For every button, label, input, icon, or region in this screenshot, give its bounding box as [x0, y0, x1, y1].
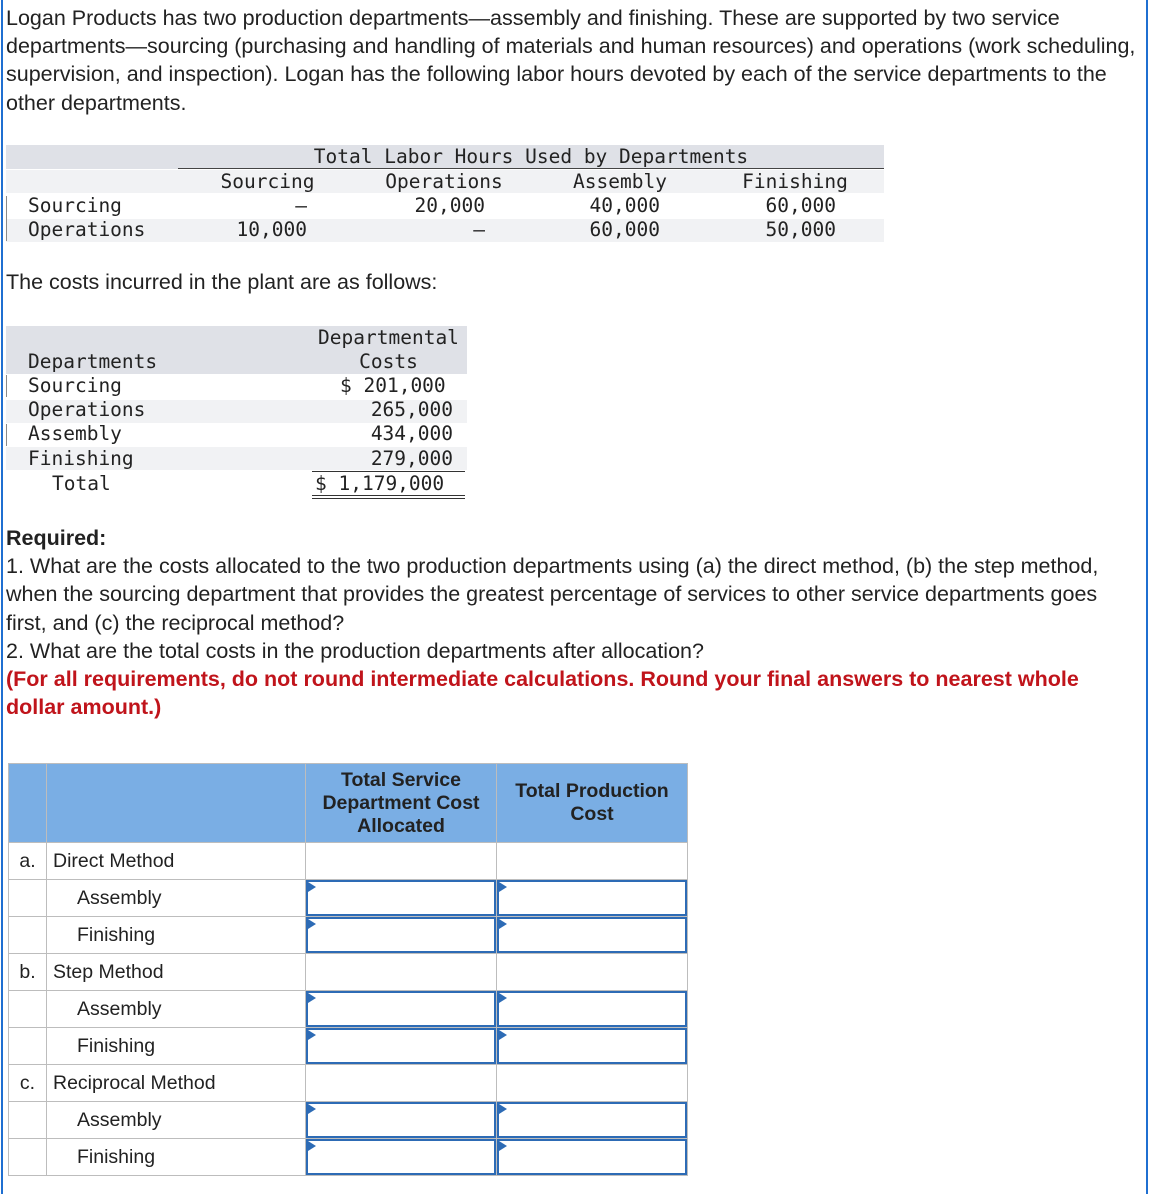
header-production-cost: Total Production Cost: [497, 764, 688, 843]
section-row-reciprocal: [9, 1065, 688, 1102]
costs-intro: The costs incurred in the plant are as follows:: [6, 270, 438, 294]
cell-operations-assembly: 60,000: [589, 218, 660, 241]
step-finishing-production-input[interactable]: [497, 1028, 688, 1065]
cost-value-finishing: 279,000: [370, 447, 453, 470]
row-label-assembly: Assembly: [47, 880, 306, 917]
question-1: 1. What are the costs allocated to the two production departments using (a) the direct method, (b) the step method, when the sourcing department that provides the greatest percentage of services to other service departments goes first, and (c) the reciprocal method?: [6, 554, 1099, 635]
row-label-finishing: Finishing: [47, 1028, 306, 1065]
section-letter: b.: [9, 954, 47, 991]
table-row: [9, 1102, 688, 1139]
cost-label-operations: Operations: [28, 398, 146, 421]
col-assembly: Assembly: [573, 170, 667, 193]
right-border: [1146, 0, 1148, 1194]
section-row-step: [9, 954, 688, 991]
step-assembly-service-input[interactable]: [306, 991, 497, 1028]
step-assembly-production-input[interactable]: [497, 991, 688, 1028]
row-label-sourcing: Sourcing: [28, 194, 122, 217]
col-finishing: Finishing: [742, 170, 848, 193]
row-label-finishing: Finishing: [47, 1139, 306, 1176]
cost-label-finishing: Finishing: [28, 447, 134, 470]
cell-sourcing-assembly: 40,000: [589, 194, 660, 217]
reciprocal-finishing-service-input[interactable]: [306, 1139, 497, 1176]
required-section: [6, 524, 1142, 721]
cost-total-label: Total: [52, 472, 111, 495]
section-title-direct: Direct Method: [47, 843, 306, 880]
section-letter: c.: [9, 1065, 47, 1102]
table-row: [9, 917, 688, 954]
direct-assembly-production-input[interactable]: [497, 880, 688, 917]
cell-sourcing-sourcing: –: [295, 194, 307, 217]
cell-sourcing-operations: 20,000: [414, 194, 485, 217]
reciprocal-finishing-production-input[interactable]: [497, 1139, 688, 1176]
row-label-assembly: Assembly: [47, 1102, 306, 1139]
step-finishing-service-input[interactable]: [306, 1028, 497, 1065]
section-letter: a.: [9, 843, 47, 880]
direct-finishing-service-input[interactable]: [306, 917, 497, 954]
cost-label-sourcing: Sourcing: [28, 374, 122, 397]
reciprocal-assembly-production-input[interactable]: [497, 1102, 688, 1139]
labor-table-title: Total Labor Hours Used by Departments: [313, 145, 749, 168]
cost-header-line2: Costs: [359, 350, 418, 373]
direct-finishing-production-input[interactable]: [497, 917, 688, 954]
reciprocal-assembly-service-input[interactable]: [306, 1102, 497, 1139]
row-label-operations: Operations: [28, 218, 146, 241]
intro-paragraph: Logan Products has two production departments—assembly and finishing. These are supported by two service departments—sourcing (purchasing and handling of materials and human resources) and operations (work scheduling, supervision, and inspection). Logan has the following labor hours devoted by each of the service departments to the other departments.: [6, 6, 1136, 115]
cell-sourcing-finishing: 60,000: [765, 194, 836, 217]
cell-operations-finishing: 50,000: [765, 218, 836, 241]
left-border: [1, 0, 3, 1194]
answer-table: [8, 763, 688, 1176]
col-sourcing: Sourcing: [220, 170, 315, 193]
cell-operations-operations: –: [473, 218, 485, 241]
direct-assembly-service-input[interactable]: [306, 880, 497, 917]
table-row: [9, 1139, 688, 1176]
section-title-step: Step Method: [47, 954, 306, 991]
section-row-direct: [9, 843, 688, 880]
section-title-reciprocal: Reciprocal Method: [47, 1065, 306, 1102]
cost-value-assembly: 434,000: [370, 422, 453, 445]
table-row: [9, 1028, 688, 1065]
cost-value-operations: 265,000: [370, 398, 453, 421]
col-operations: Operations: [385, 170, 503, 193]
required-title: Required:: [6, 526, 107, 550]
cost-label-assembly: Assembly: [28, 422, 122, 445]
cost-value-sourcing: $ 201,000: [340, 374, 446, 397]
row-label-assembly: Assembly: [47, 991, 306, 1028]
rounding-note: (For all requirements, do not round intermediate calculations. Round your final answers to nearest whole dollar amount.): [6, 667, 1079, 720]
question-2: 2. What are the total costs in the production departments after allocation?: [6, 638, 704, 663]
cost-total-value: $ 1,179,000: [315, 472, 445, 495]
cell-operations-sourcing: 10,000: [236, 218, 307, 241]
table-row: [9, 991, 688, 1028]
header-service-cost: Total Service Department Cost Allocated: [306, 764, 497, 843]
row-label-finishing: Finishing: [47, 917, 306, 954]
table-row: [9, 880, 688, 917]
departments-header: Departments: [28, 350, 158, 373]
cost-header-line1: Departmental: [318, 326, 459, 349]
